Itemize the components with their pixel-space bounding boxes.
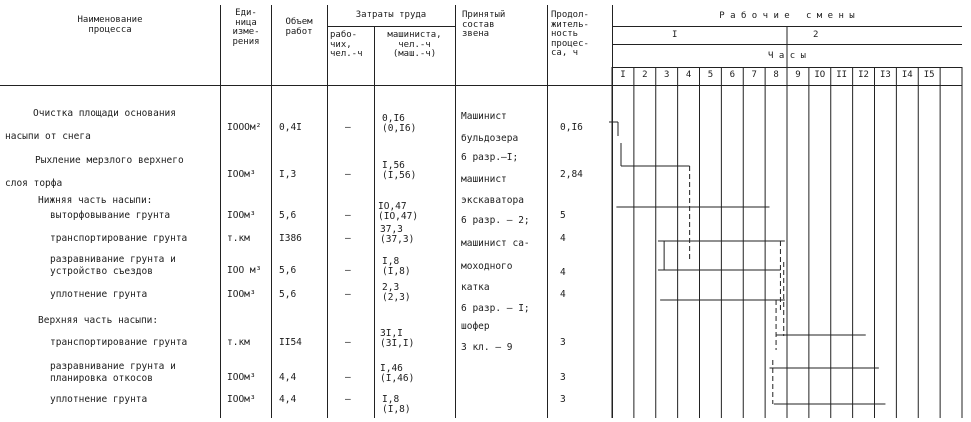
header-shifts: Р а б о ч и е с м е н ы — [719, 11, 855, 21]
header-unit: Еди- ница изме- рения — [232, 8, 260, 47]
machinists-cell: I,8 (I,8) — [382, 394, 411, 415]
volume-cell: I,3 — [279, 169, 297, 180]
volume-cell: I386 — [279, 233, 302, 244]
process-name: транспортирование грунта — [50, 337, 188, 348]
unit-cell: IOOм³ — [227, 210, 256, 221]
machinists-cell: IO,47 (IO,47) — [378, 201, 419, 222]
header-volume: Объем работ — [285, 17, 313, 37]
process-group-title: Верхняя часть насыпи: — [38, 315, 159, 326]
header-workers: рабо- чих, чел.-ч — [330, 30, 363, 60]
workers-cell: – — [345, 169, 351, 180]
process-name: разравнивание грунта и планировка откосов — [50, 361, 176, 384]
workers-cell: – — [345, 289, 351, 300]
duration-cell: 5 — [560, 210, 566, 221]
unit-cell: IOOм³ — [227, 372, 256, 383]
header-process-name: Наименование процесса — [77, 15, 143, 35]
process-name: Рыхление мерзлого верхнего слоя торфа — [5, 155, 184, 189]
process-group-title: Нижняя часть насыпи: — [38, 195, 153, 206]
unit-cell: т.км — [227, 337, 250, 348]
hour-label: 7 — [751, 70, 757, 80]
workers-cell: – — [345, 122, 351, 133]
hour-label: 8 — [773, 70, 779, 80]
hour-label: I5 — [923, 70, 935, 80]
unit-cell: IOOм³ — [227, 289, 256, 300]
hour-label: 6 — [729, 70, 736, 80]
header-crew: Принятый состав звена — [462, 10, 506, 40]
volume-cell: 4,4 — [279, 394, 297, 405]
duration-cell: 4 — [560, 289, 566, 300]
crew-line: 3 кл. – 9 — [461, 342, 513, 353]
workers-cell: – — [345, 394, 351, 405]
crew-line: 6 разр. – 2; — [461, 215, 530, 226]
duration-cell: 3 — [560, 372, 566, 383]
crew-line: экскаватора — [461, 195, 524, 206]
process-name: выторфовывание грунта — [50, 210, 171, 221]
volume-cell: 5,6 — [279, 289, 297, 300]
process-name: разравнивание грунта и устройство съездов — [50, 254, 176, 277]
volume-cell: 0,4I — [279, 122, 302, 133]
hour-label: 2 — [642, 70, 648, 80]
header-shift-2: 2 — [813, 30, 819, 40]
volume-cell: 5,6 — [279, 210, 297, 221]
crew-line: катка — [461, 282, 490, 293]
crew-line: Машинист — [461, 111, 507, 122]
process-name: уплотнение грунта — [50, 289, 148, 300]
duration-cell: 0,I6 — [560, 122, 583, 133]
hour-label: 5 — [707, 70, 714, 80]
duration-cell: 3 — [560, 337, 566, 348]
volume-cell: 5,6 — [279, 265, 297, 276]
workers-cell: – — [345, 233, 351, 244]
unit-cell: IOOм³ — [227, 394, 256, 405]
crew-line: машинист — [461, 174, 507, 185]
volume-cell: II54 — [279, 337, 302, 348]
workers-cell: – — [345, 210, 351, 221]
header-duration: Продол- житель- ность процес- са, ч — [551, 10, 589, 59]
duration-cell: 4 — [560, 267, 566, 278]
volume-cell: 4,4 — [279, 372, 297, 383]
hour-label: II — [836, 70, 848, 80]
header-labor-costs: Затраты труда — [355, 10, 427, 20]
hour-label: IO — [814, 70, 826, 80]
duration-cell: 2,84 — [560, 169, 583, 180]
machinists-cell: 0,I6 (0,I6) — [382, 113, 417, 134]
workers-cell: – — [345, 372, 351, 383]
hour-label: I2 — [858, 70, 869, 80]
duration-cell: 4 — [560, 233, 566, 244]
header-hours: Ч а с ы — [768, 51, 806, 61]
hour-label: I — [620, 70, 626, 80]
machinists-cell: 37,3 (37,3) — [380, 224, 415, 245]
hour-label: 4 — [685, 70, 692, 80]
process-name: транспортирование грунта — [50, 233, 188, 244]
header-shift-1: I — [672, 30, 678, 40]
machinists-cell: 2,3 (2,3) — [382, 282, 411, 303]
crew-line: 6 разр.–I; — [461, 152, 519, 163]
hour-label: I3 — [880, 70, 891, 80]
crew-line: бульдозера — [461, 133, 519, 144]
unit-cell: IOO м³ — [227, 265, 262, 276]
process-name: уплотнение грунта — [50, 394, 148, 405]
machinists-cell: I,46 (I,46) — [380, 363, 415, 384]
duration-cell: 3 — [560, 394, 566, 405]
unit-cell: т.км — [227, 233, 250, 244]
workers-cell: – — [345, 337, 351, 348]
crew-line: машинист са- — [461, 238, 530, 249]
unit-cell: IOOOм² — [227, 122, 262, 133]
header-machinists: машиниста, чел.-ч (маш.-ч) — [387, 30, 442, 60]
machinists-cell: I,8 (I,8) — [382, 256, 411, 277]
hour-label: I4 — [901, 70, 913, 80]
workers-cell: – — [345, 265, 351, 276]
crew-line: шофер — [461, 321, 490, 332]
hour-label: 3 — [663, 70, 670, 80]
machinists-cell: I,56 (I,56) — [382, 160, 417, 181]
crew-line: моходного — [461, 261, 513, 272]
crew-line: 6 разр. – I; — [461, 303, 530, 314]
process-name: Очистка площади основания насыпи от снега — [5, 108, 176, 142]
unit-cell: IOOм³ — [227, 169, 256, 180]
machinists-cell: 3I,I (3I,I) — [380, 328, 415, 349]
hour-label: 9 — [795, 70, 801, 80]
